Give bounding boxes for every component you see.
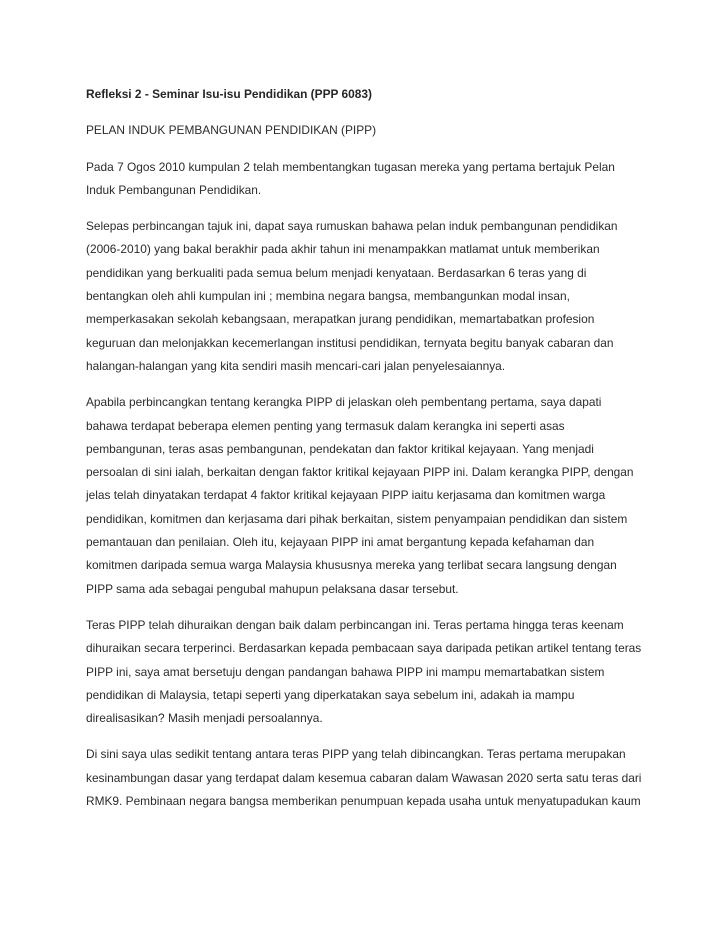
- paragraph-line: PIPP sama ada sebagai pengubal mahupun pelaksana dasar tersebut.: [86, 581, 459, 596]
- paragraph-line: bahawa terdapat beberapa elemen penting yang termasuk dalam kerangka ini seperti asas: [86, 418, 565, 433]
- paragraph-line: dihuraikan secara terperinci. Berdasarkan kepada pembacaan saya daripada petikan artikel tentang teras: [86, 641, 642, 656]
- document-page: [86, 83, 656, 813]
- paragraph-line: bentangkan oleh ahli kumpulan ini ; membina negara bangsa, membangunkan modal insan,: [86, 289, 570, 304]
- spacer: [86, 143, 656, 156]
- paragraph-1: [86, 156, 656, 203]
- paragraph-line: pendidikan yang berkualiti pada semua belum menjadi kenyataan. Berdasarkan 6 teras yang di: [86, 265, 587, 280]
- paragraph-line: Selepas perbincangan tajuk ini, dapat saya rumuskan bahawa pelan induk pembangunan pendidikan: [86, 219, 618, 234]
- paragraph-line: Di sini saya ulas sedikit tentang antara teras PIPP yang telah dibincangkan. Teras pertama merupakan: [86, 747, 626, 762]
- spacer: [86, 202, 656, 215]
- paragraph-2: [86, 215, 656, 378]
- paragraph-line: komitmen daripada semua warga Malaysia khususnya mereka yang terlibat secara langsung dengan: [86, 558, 617, 573]
- paragraph-line: Induk Pembangunan Pendidikan.: [86, 182, 262, 197]
- paragraph-4: [86, 614, 656, 730]
- paragraph-line: pendidikan, komitmen dan kerjasama dari pihak berkaitan, sistem penyampaian pendidikan dan sistem: [86, 511, 628, 526]
- paragraph-line: (2006-2010) yang bakal berakhir pada akhir tahun ini menampakkan matlamat untuk memberikan: [86, 242, 600, 257]
- paragraph-line: direalisasikan? Masih menjadi persoalannya.: [86, 711, 323, 726]
- paragraph-line: kesinambungan dasar yang terdapat dalam kesemua cabaran dalam Wawasan 2020 serta satu teras dari: [86, 770, 642, 785]
- paragraph-line: keguruan dan melonjakkan kecemerlangan institusi pendidikan, ternyata begitu banyak cabaran dan: [86, 335, 614, 350]
- paragraph-3: [86, 391, 656, 601]
- paragraph-line: Pada 7 Ogos 2010 kumpulan 2 telah membentangkan tugasan mereka yang pertama bertajuk Pelan: [86, 159, 615, 174]
- paragraph-line: jelas telah dinyatakan terdapat 4 faktor kritikal kejayaan PIPP iaitu kerjasama dan komitmen warga: [86, 488, 606, 503]
- paragraph-5: [86, 743, 656, 813]
- paragraph-line: PIPP ini, saya amat bersetuju dengan pandangan bahawa PIPP ini mampu memartabatkan sistem: [86, 664, 605, 679]
- paragraph-line: pendidikan di Malaysia, tetapi seperti yang diperkatakan saya sebelum ini, adakah ia mampu: [86, 687, 575, 702]
- spacer: [86, 601, 656, 614]
- document-subtitle: PELAN INDUK PEMBANGUNAN PENDIDIKAN (PIPP): [86, 123, 377, 138]
- paragraph-line: halangan-halangan yang kita sendiri masih mencari-cari jalan penyelesaiannya.: [86, 358, 506, 373]
- paragraph-line: pemantauan dan penilaian. Oleh itu, kejayaan PIPP ini amat bergantung kepada kefahaman dan: [86, 535, 595, 550]
- paragraph-line: memperkasakan sekolah kebangsaan, merapatkan jurang pendidikan, memartabatkan profesion: [86, 312, 595, 327]
- paragraph-line: RMK9. Pembinaan negara bangsa memberikan penumpuan kepada usaha untuk menyatupadukan kaum: [86, 794, 641, 809]
- spacer: [86, 106, 656, 119]
- paragraph-line: Teras PIPP telah dihuraikan dengan baik dalam perbincangan ini. Teras pertama hingga teras keenam: [86, 617, 624, 632]
- document-title: Refleksi 2 - Seminar Isu-isu Pendidikan (PPP 6083): [86, 87, 372, 101]
- spacer: [86, 378, 656, 391]
- paragraph-line: Apabila perbincangkan tentang kerangka PIPP di jelaskan oleh pembentang pertama, saya dapati: [86, 395, 602, 410]
- spacer: [86, 730, 656, 743]
- paragraph-line: persoalan di sini ialah, berkaitan dengan faktor kritikal kejayaan PIPP ini. Dalam kerangka PIPP, dengan: [86, 465, 634, 480]
- paragraph-line: pembangunan, teras asas pembangunan, pendekatan dan faktor kritikal kejayaan. Yang menjadi: [86, 441, 594, 456]
